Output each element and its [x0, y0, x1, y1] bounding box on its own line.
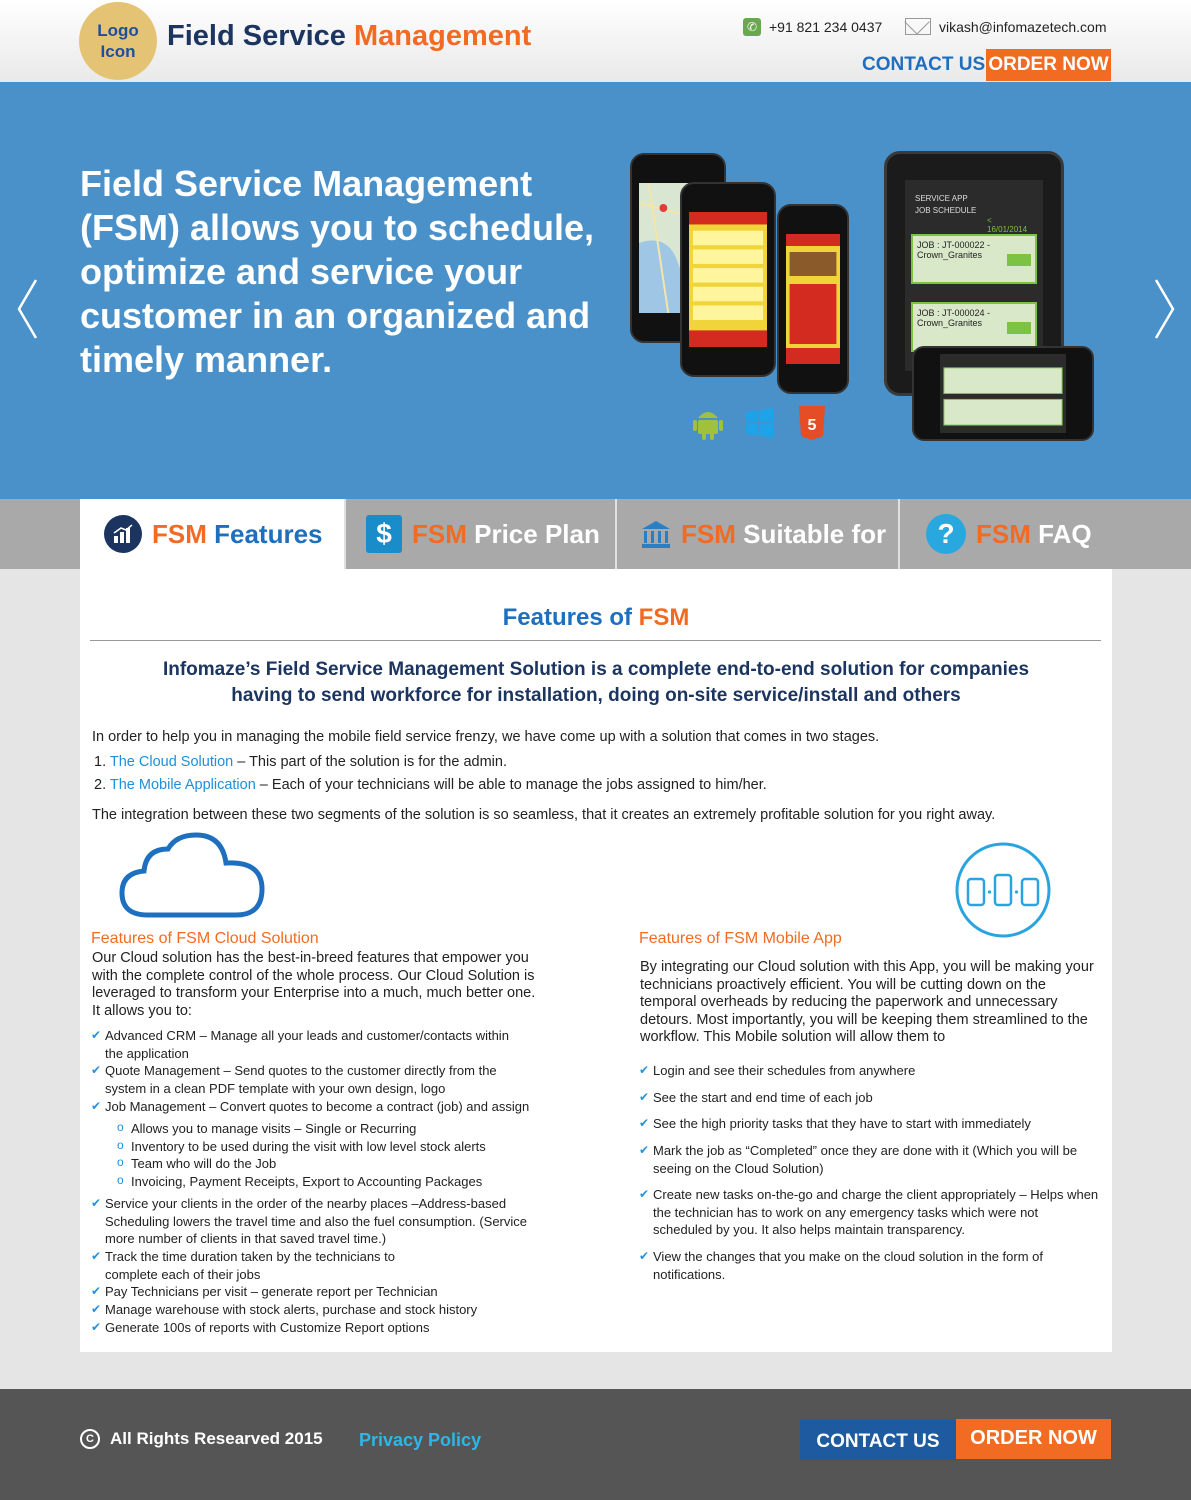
phone-food-image	[777, 204, 849, 394]
find-button	[1007, 254, 1031, 266]
prev-slide-icon[interactable]	[16, 278, 38, 340]
cloud-feature-item: ✔ Quote Management – Send quotes to the customer directly from the system in a clean PDF template with your own design, logo	[91, 1062, 531, 1097]
find-button	[1007, 322, 1031, 334]
mobile-features-title: Features of FSM Mobile App	[639, 930, 842, 947]
stage-number: 1.	[94, 754, 107, 770]
cloud-feature-item: ✔ Pay Technicians per visit – generate report per Technician	[91, 1283, 551, 1301]
cloud-feature-item: ✔ Track the time duration taken by the technicians to complete each of their jobs	[91, 1248, 421, 1283]
cloud-feature-item: ✔ Job Management – Convert quotes to become a contract (job) and assign	[91, 1098, 561, 1116]
mobile-feature-item: ✔ Login and see their schedules from anywhere	[639, 1062, 1099, 1080]
privacy-policy-link[interactable]: Privacy Policy	[359, 1430, 482, 1450]
stage-text: – Each of your technicians will be able to manage the jobs assigned to him/her.	[255, 777, 767, 793]
cloud-feature-item: ✔ Manage warehouse with stock alerts, purchase and stock history	[91, 1301, 551, 1319]
tab-faq[interactable]	[900, 499, 1111, 569]
features-panel	[80, 569, 1112, 1352]
technology-screen	[689, 212, 767, 347]
site-header	[0, 0, 1191, 82]
app-date: < 16/01/2014	[987, 216, 1028, 234]
chart-icon	[104, 515, 142, 553]
email-contact	[905, 18, 1107, 35]
cloud-sub-item: o Inventory to be used during the visit with low level stock alerts	[117, 1138, 486, 1156]
tab-features[interactable]	[80, 499, 344, 569]
intro-line: having to send workforce for installation, doing on-site service/install and others	[231, 685, 961, 706]
cloud-sub-item: o Team who will do the Job	[117, 1155, 276, 1173]
html5-icon	[797, 406, 827, 440]
cloud-feature-item: ✔ Advanced CRM – Manage all your leads and customer/contacts within the application	[91, 1027, 511, 1062]
hero-banner	[0, 82, 1191, 499]
tab-suitable-for[interactable]	[617, 499, 898, 569]
site-title	[167, 20, 531, 53]
windows-icon	[745, 406, 775, 440]
mobile-feature-item: ✔ See the start and end time of each job	[639, 1089, 1099, 1107]
cloud-solution-link[interactable]: The Cloud Solution	[109, 754, 234, 770]
mobile-feature-item: ✔ Mark the job as “Completed” once they are done with it (Which you will be seeing on the Cloud Solution)	[639, 1142, 1089, 1177]
tab-fsm-label: FSM	[412, 518, 467, 549]
dollar-icon: $	[366, 515, 402, 553]
intro-heading	[80, 657, 1112, 709]
mobile-feature-item: ✔ Create new tasks on-the-go and charge the client appropriately – Helps when the technician has to work on any emergency tasks which were not scheduled by you. It also helps maintain transparency.	[639, 1186, 1099, 1239]
cloud-features-title: Features of FSM Cloud Solution	[91, 930, 319, 947]
logo-line-2: Icon	[100, 42, 136, 61]
copyright-text: All Rights Researved 2015	[110, 1429, 323, 1448]
job-label: JOB : JT-000022 - Crown_Granites	[917, 240, 991, 260]
phone-number[interactable]: +91 821 234 0437	[769, 19, 883, 35]
header-order-button[interactable]: ORDER NOW	[986, 49, 1111, 81]
tab-fsm-label: FSM	[681, 518, 736, 549]
hero-headline: Field Service Management (FSM) allows you to schedule, optimize and service your customer in an organized and timely manner.	[80, 163, 595, 380]
svg-text:5: 5	[807, 417, 817, 434]
stage-item	[94, 754, 507, 770]
cloud-description: Our Cloud solution has the best-in-breed features that empower you with the complete control of the whole process. Our Cloud Solution is leveraged to transform your Enterprise into a much, much better one. It allows you to:	[92, 950, 536, 1019]
section-title-main: Features of	[502, 604, 639, 631]
cloud-icon	[118, 831, 266, 921]
email-address[interactable]: vikash@infomazetech.com	[939, 18, 1107, 35]
divider	[90, 640, 1101, 641]
section-title-accent: FSM	[638, 604, 690, 631]
phone-landscape-image	[912, 346, 1094, 441]
app-title: SERVICE APP	[915, 194, 968, 203]
tab-fsm-label: FSM	[152, 518, 207, 549]
logo-line-1: Logo	[97, 21, 139, 40]
job-row	[911, 234, 1037, 284]
integration-paragraph: The integration between these two segments of the solution is so seamless, that it creates an extremely profitable solution for you right away.	[92, 807, 996, 823]
footer-order-button[interactable]: ORDER NOW	[956, 1419, 1111, 1459]
job-label: JOB : JT-000024 - Crown_Granites	[917, 308, 991, 328]
intro-line: Infomaze’s Field Service Management Solution is a complete end-to-end solution for companies	[162, 659, 1030, 680]
job-row	[911, 302, 1037, 352]
landscape-screen	[940, 354, 1066, 433]
section-title	[80, 604, 1112, 632]
copyright-icon: C	[80, 1429, 100, 1449]
app-subtitle: JOB SCHEDULE	[915, 206, 977, 215]
stage-text: – This part of the solution is for the admin.	[233, 754, 507, 770]
tab-label: Suitable for	[743, 518, 887, 549]
food-screen	[786, 234, 840, 364]
intro-paragraph: In order to help you in managing the mobile field service frenzy, we have come up with a solution that comes in two stages.	[92, 729, 880, 745]
site-title-main: Field Service	[167, 20, 354, 52]
site-footer	[0, 1389, 1191, 1500]
site-title-accent: Management	[354, 20, 532, 52]
header-contact-link[interactable]: CONTACT US	[862, 54, 986, 75]
mail-icon	[905, 18, 931, 35]
tab-label: Price Plan	[474, 518, 600, 549]
phone-technology-image	[680, 182, 776, 377]
cloud-feature-item: ✔ Generate 100s of reports with Customize Report options	[91, 1319, 551, 1337]
tablet-screen	[905, 180, 1043, 371]
mobile-feature-item: ✔ View the changes that you make on the cloud solution in the form of notifications.	[639, 1248, 1079, 1283]
stage-item	[94, 777, 767, 793]
logo[interactable]	[79, 2, 157, 80]
footer-contact-button[interactable]: CONTACT US	[800, 1420, 956, 1460]
copyright	[80, 1429, 323, 1449]
tab-price-plan[interactable]	[346, 499, 615, 569]
mobile-description: By integrating our Cloud solution with this App, you will be making your technicians proactively efficient. You will be cutting down on the temporal overheads by reducing the paperwork and unnecessary detours. Most importantly, you will be keeping them streamlined to the workflow. This Mobile solution will allow them to	[640, 959, 1094, 1045]
mobile-application-link[interactable]: The Mobile Application	[109, 777, 256, 793]
stage-number: 2.	[94, 777, 107, 793]
next-slide-icon[interactable]	[1154, 278, 1176, 340]
devices-sync-icon	[954, 841, 1052, 939]
feature-tabs	[0, 499, 1191, 569]
phone-icon: ✆	[743, 18, 761, 36]
question-icon: ?	[926, 514, 966, 554]
android-icon	[693, 406, 723, 440]
tab-fsm-label: FSM	[976, 518, 1031, 549]
tab-label: Features	[214, 518, 323, 549]
cloud-sub-item: o Invoicing, Payment Receipts, Export to Accounting Packages	[117, 1173, 482, 1191]
tab-label: FAQ	[1038, 518, 1092, 549]
mobile-feature-item: ✔ See the high priority tasks that they have to start with immediately	[639, 1115, 1099, 1133]
cloud-feature-item: ✔ Service your clients in the order of the nearby places –Address-based Scheduling lowers the travel time and also the fuel consumption. (Service more number of clients in that saved travel time.)	[91, 1195, 536, 1248]
phone-contact	[743, 18, 882, 36]
bank-icon	[641, 519, 671, 549]
cloud-sub-item: o Allows you to manage visits – Single or Recurring	[117, 1120, 416, 1138]
